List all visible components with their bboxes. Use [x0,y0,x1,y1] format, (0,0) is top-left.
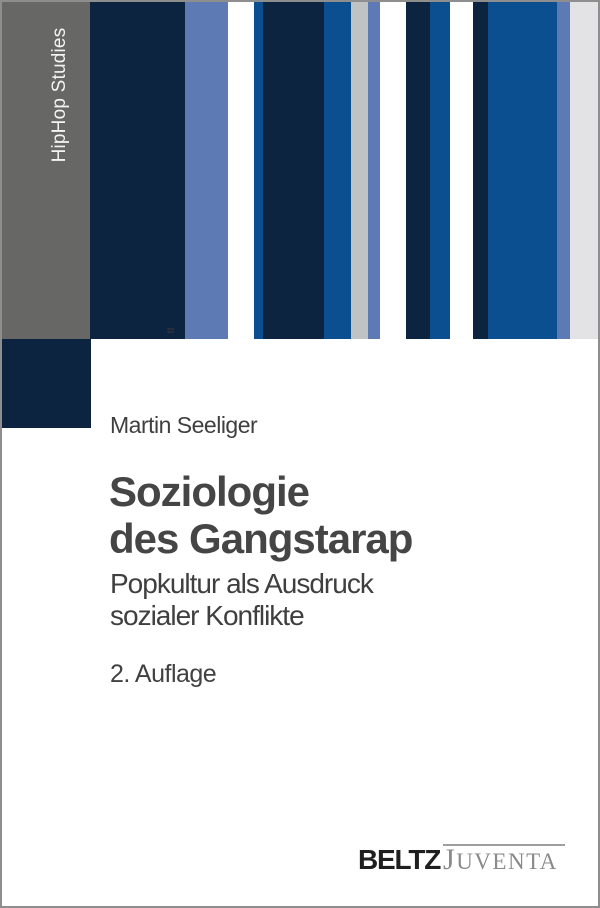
navy-accent-block [2,339,91,428]
micro-signature-mark: ſſ [166,327,176,333]
author-name: Martin Seeliger [110,412,258,438]
stripe-navy-9 [406,2,430,339]
stripe-steel-7 [368,2,380,339]
stripe-royal-10 [430,2,450,339]
stripe-royal-5 [324,2,351,339]
stripe-xlightgray-15 [570,2,598,339]
book-subtitle [110,568,373,632]
juventa-rest: UVENTA [456,849,558,874]
series-label: HipHop Studies [49,27,70,163]
stripe-lightgray-6 [351,2,368,339]
stripe-white-2 [228,2,254,339]
edition-label: 2. Auflage [110,660,217,688]
series-bar [2,2,90,339]
juventa-wordmark [443,845,558,877]
stripe-navy-0 [90,2,185,339]
stripe-steel-1 [185,2,228,339]
stripe-royal-3 [254,2,263,339]
book-title-line1: Soziologie [109,468,309,515]
stripe-navy-12 [473,2,488,339]
stripe-white-11 [450,2,473,339]
book-subtitle-line2: sozialer Konflikte [110,600,304,631]
stripe-royal-13 [488,2,557,339]
stripe-white-8 [380,2,406,339]
stripe-steel-14 [557,2,570,339]
book-subtitle-line1: Popkultur als Ausdruck [110,568,373,599]
cover-stripes [2,2,598,339]
book-title [109,468,412,562]
juventa-initial: J [443,843,457,876]
book-title-line2: des Gangstarap [109,515,413,562]
beltz-wordmark: BELTZ [358,844,441,875]
stripe-navy-4 [263,2,324,339]
